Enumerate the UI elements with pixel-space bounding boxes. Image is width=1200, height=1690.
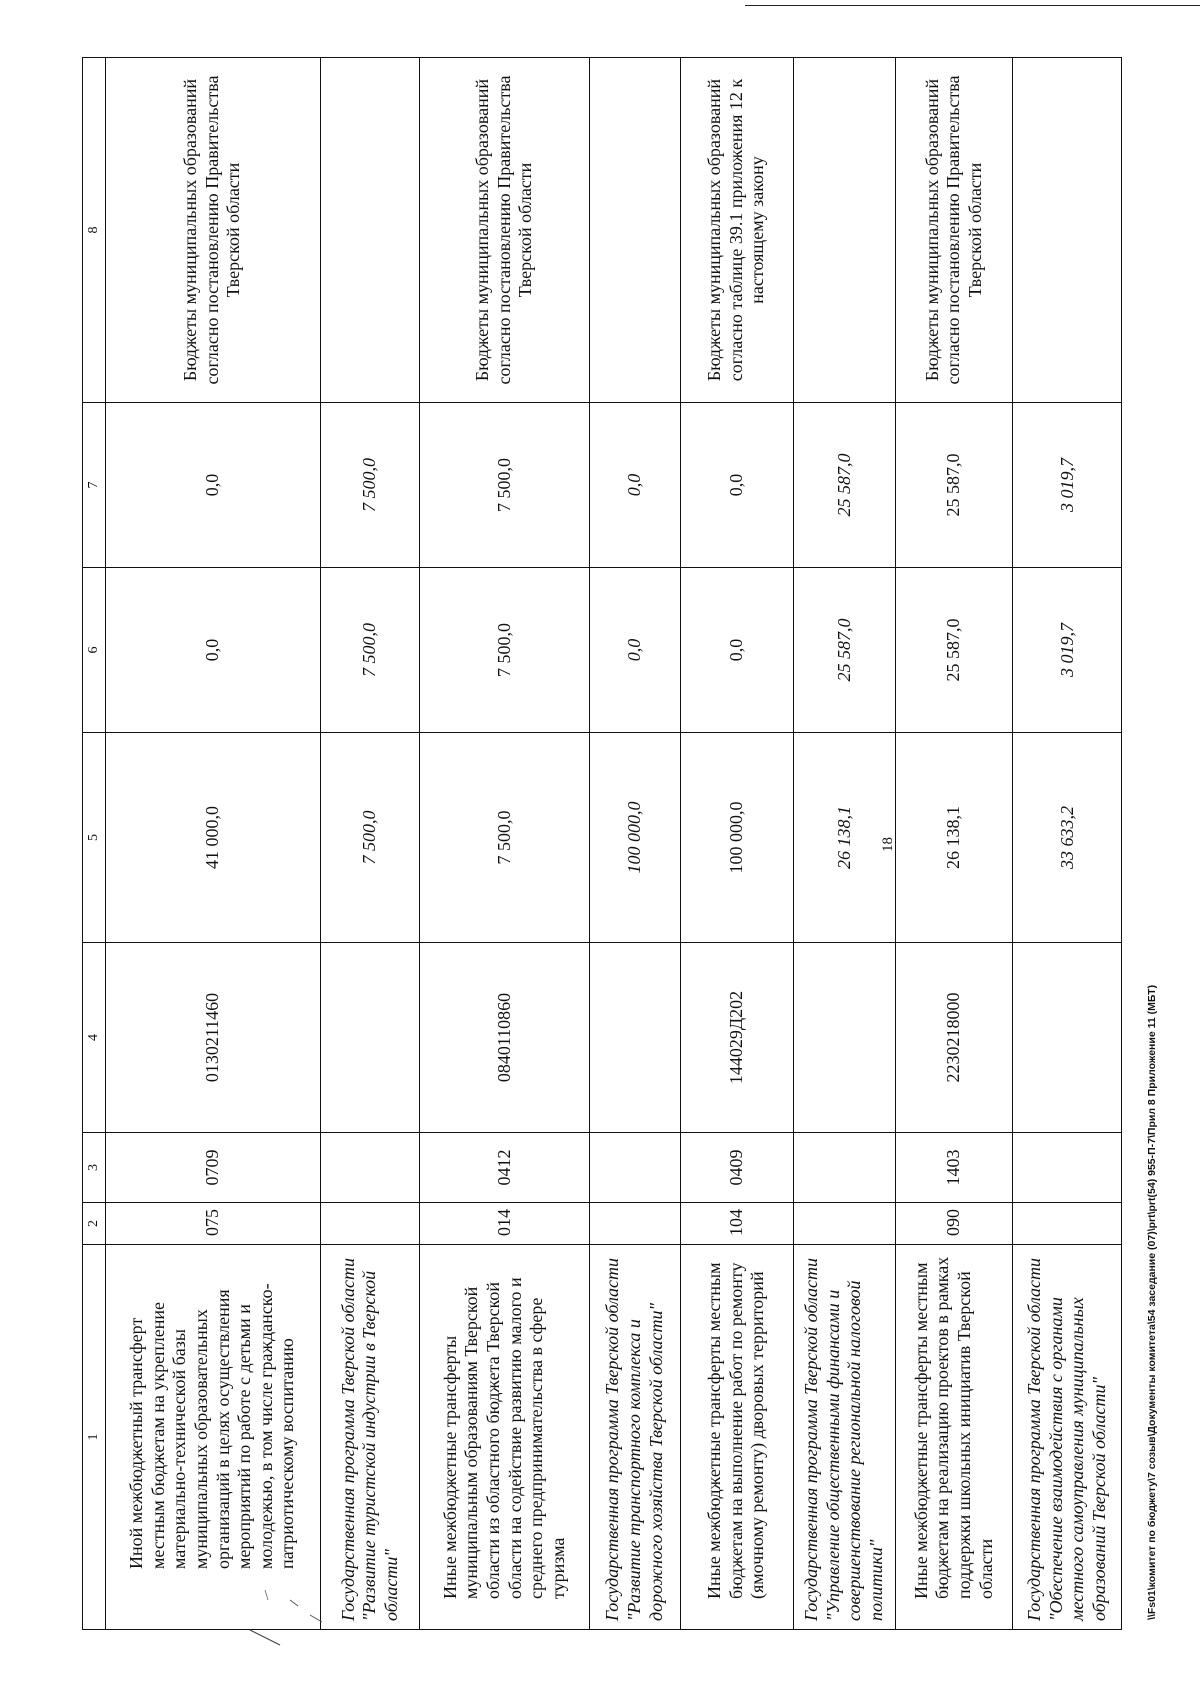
value-5: 33 633,2: [1013, 733, 1122, 943]
col-header: 5: [83, 733, 106, 943]
value-7: 7 500,0: [420, 403, 590, 568]
recipient-note: Бюджеты муниципальных образований согласно таблице 39.1 приложения 12 к настоящему закону: [680, 58, 793, 403]
target-code: 2230218000: [895, 943, 1013, 1133]
recipient-note: [1013, 58, 1122, 403]
row-name: Иные межбюджетные трансферты местным бюджетам на выполнение работ по ремонту (ямочному ремонту) дворовых территорий: [680, 1245, 793, 1630]
col-header: 7: [83, 403, 106, 568]
section-code: [793, 1133, 895, 1203]
page-number: 18: [880, 837, 896, 852]
value-6: 25 587,0: [895, 568, 1013, 733]
target-code: 0840110860: [420, 943, 590, 1133]
admin-code: [590, 1203, 681, 1245]
admin-code: 090: [895, 1203, 1013, 1245]
value-7: 25 587,0: [793, 403, 895, 568]
value-5: 7 500,0: [320, 733, 420, 943]
value-7: 0,0: [590, 403, 681, 568]
col-header: 8: [83, 58, 106, 403]
section-code: 0412: [420, 1133, 590, 1203]
value-6: 0,0: [590, 568, 681, 733]
table-row: [105, 58, 320, 1630]
col-header: 3: [83, 1133, 106, 1203]
value-7: 3 019,7: [1013, 403, 1122, 568]
admin-code: 075: [105, 1203, 320, 1245]
value-5: 100 000,0: [590, 733, 681, 943]
value-7: 0,0: [105, 403, 320, 568]
section-code: [1013, 1133, 1122, 1203]
col-header: 4: [83, 943, 106, 1133]
recipient-note: [590, 58, 681, 403]
value-7: 7 500,0: [320, 403, 420, 568]
target-code: 144029Д202: [680, 943, 793, 1133]
target-code: [320, 943, 420, 1133]
value-7: 25 587,0: [895, 403, 1013, 568]
value-5: 100 000,0: [680, 733, 793, 943]
row-name: Иные межбюджетные трансферты местным бюджетам на реализацию проектов в рамках поддержки школьных инициатив Тверской области: [895, 1245, 1013, 1630]
target-code: 0130211460: [105, 943, 320, 1133]
table-row: [680, 58, 793, 1630]
target-code: [590, 943, 681, 1133]
table-row: [590, 58, 681, 1630]
table-row: [420, 58, 590, 1630]
row-name: Иные межбюджетные трансферты муниципальным образованиям Тверской области из областного бюджета Тверской области на содействие развитию малого и среднего предпринимательства в сфере туризма: [420, 1245, 590, 1630]
recipient-note: [320, 58, 420, 403]
program-name: Государственная программа Тверской области "Развитие транспортного комплекса и дорожного хозяйства Тверской области": [590, 1245, 681, 1630]
section-code: 0709: [105, 1133, 320, 1203]
admin-code: [1013, 1203, 1122, 1245]
value-5: 26 138,1: [793, 733, 895, 943]
admin-code: [320, 1203, 420, 1245]
table-row: [320, 58, 420, 1630]
value-6: 0,0: [680, 568, 793, 733]
col-header: 1: [83, 1245, 106, 1630]
program-name: Государственная программа Тверской области "Управление общественными финансами и совершенствование региональной налоговой политики": [793, 1245, 895, 1630]
section-code: 0409: [680, 1133, 793, 1203]
value-6: 25 587,0: [793, 568, 895, 733]
target-code: [1013, 943, 1122, 1133]
admin-code: 104: [680, 1203, 793, 1245]
col-header: 2: [83, 1203, 106, 1245]
column-number-row: [83, 58, 106, 1630]
section-code: 1403: [895, 1133, 1013, 1203]
recipient-note: [793, 58, 895, 403]
value-6: 7 500,0: [420, 568, 590, 733]
program-name: Государственная программа Тверской области "Обеспечение взаимодействия с органами местного самоуправления муниципальных образований Тверской области": [1013, 1245, 1122, 1630]
row-name: Иной межбюджетный трансферт местным бюджетам на укрепление материально-технической базы муниципальных образовательных организаций в целях осуществления мероприятий по работе с детьми и молодежью, в том числе гражданско-патриотическому воспитанию: [105, 1245, 320, 1630]
table-row: [793, 58, 895, 1630]
col-header: 6: [83, 568, 106, 733]
admin-code: 014: [420, 1203, 590, 1245]
value-5: 26 138,1: [895, 733, 1013, 943]
value-7: 0,0: [680, 403, 793, 568]
value-5: 7 500,0: [420, 733, 590, 943]
recipient-note: Бюджеты муниципальных образований согласно постановлению Правительства Тверской области: [895, 58, 1013, 403]
value-5: 41 000,0: [105, 733, 320, 943]
target-code: [793, 943, 895, 1133]
value-6: 0,0: [105, 568, 320, 733]
program-name: Государственная программа Тверской области "Развитие туристской индустрии в Тверской области": [320, 1245, 420, 1630]
section-code: [320, 1133, 420, 1203]
transfers-table: [82, 57, 1122, 1630]
file-path-footer: \\Fs01\комитет по бюджету\7 созыв\Документы комитета\54 заседание (07)\prt\prt(54) 955-П-7\Прил 8 Приложение 11 (МБТ): [1146, 984, 1158, 1620]
value-6: 3 019,7: [1013, 568, 1122, 733]
table-row: [895, 58, 1013, 1630]
admin-code: [793, 1203, 895, 1245]
section-code: [590, 1133, 681, 1203]
recipient-note: Бюджеты муниципальных образований согласно постановлению Правительства Тверской области: [420, 58, 590, 403]
recipient-note: Бюджеты муниципальных образований согласно постановлению Правительства Тверской области: [105, 58, 320, 403]
value-6: 7 500,0: [320, 568, 420, 733]
table-row: [1013, 58, 1122, 1630]
scan-artifact-marks: [240, 1560, 360, 1660]
